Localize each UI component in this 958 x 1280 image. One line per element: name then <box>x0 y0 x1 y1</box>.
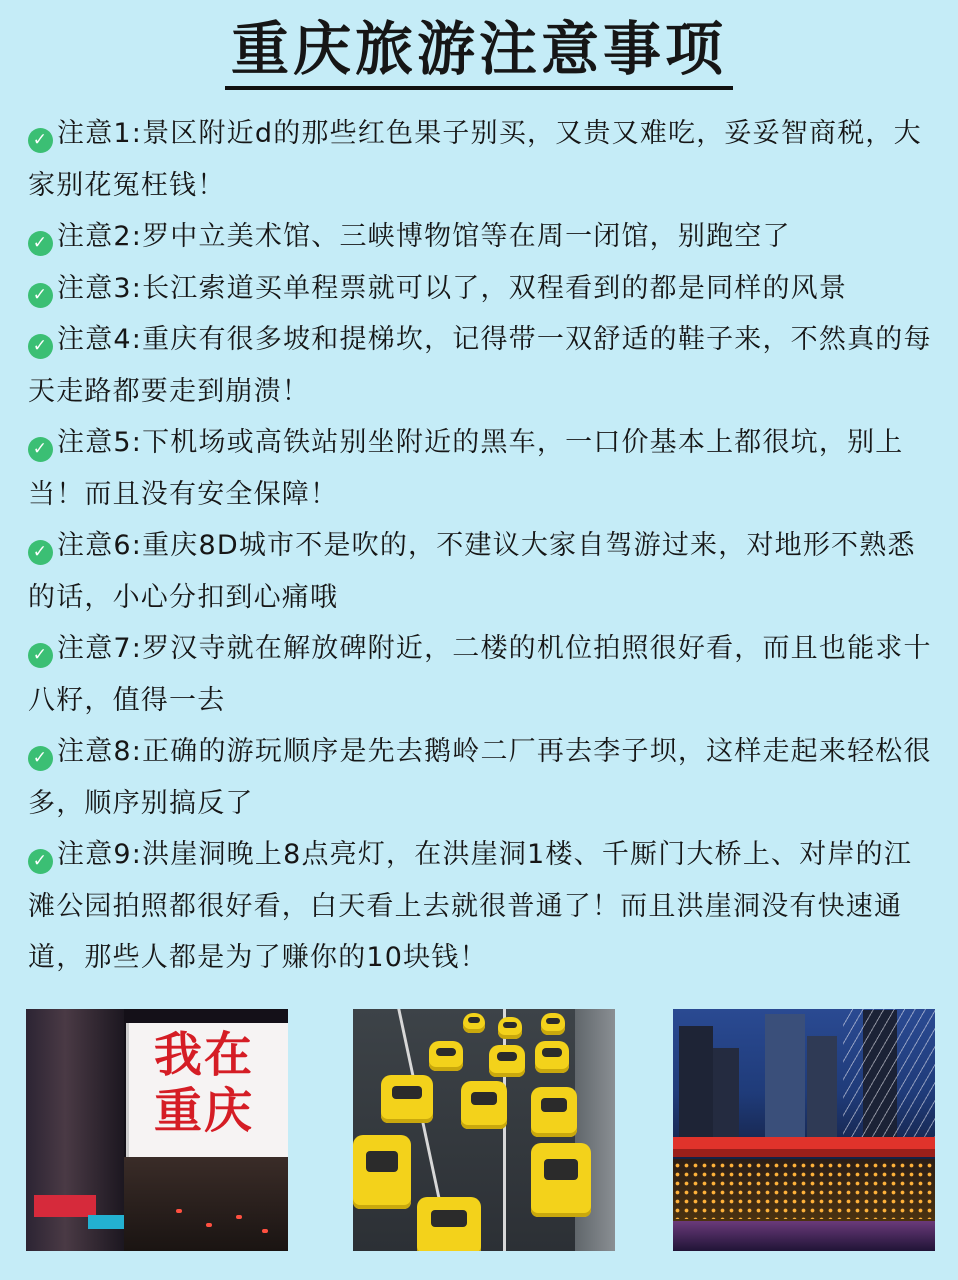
taxi <box>417 1197 481 1251</box>
check-circle-icon: ✓ <box>28 334 53 359</box>
check-circle-icon: ✓ <box>28 746 53 771</box>
skyscraper <box>679 1026 713 1146</box>
note-text: 景区附近d的那些红色果子别买，又贵又难吃，妥妥智商税，大家别花冤枉钱！ <box>28 118 922 201</box>
taxi <box>531 1087 577 1137</box>
taxi <box>463 1013 485 1033</box>
note-text: 正确的游玩顺序是先去鹅岭二厂再去李子坝，这样走起来轻松很多，顺序别搞反了 <box>28 736 932 819</box>
note-label: 注意8: <box>57 736 143 767</box>
bridge-cables <box>843 1009 935 1144</box>
skyscraper <box>765 1014 805 1146</box>
taxi <box>461 1081 507 1129</box>
taxi <box>489 1045 525 1077</box>
note-label: 注意3: <box>57 272 143 304</box>
check-circle-icon: ✓ <box>28 437 53 462</box>
notes-list <box>28 108 940 984</box>
taxi <box>535 1041 569 1073</box>
taxi <box>353 1135 411 1209</box>
note-item <box>28 263 940 315</box>
street <box>124 1157 288 1251</box>
note-item <box>28 623 940 726</box>
skyscraper <box>713 1048 739 1146</box>
car-light <box>262 1229 268 1233</box>
note-text: 罗中立美术馆、三峡博物馆等在周一闭馆，别跑空了 <box>142 221 791 252</box>
taxi <box>498 1017 522 1039</box>
building-lights <box>673 1161 935 1219</box>
note-label: 注意4: <box>57 324 143 355</box>
car-light <box>236 1215 242 1219</box>
check-circle-icon: ✓ <box>28 849 53 874</box>
check-circle-icon: ✓ <box>28 128 53 153</box>
car-light <box>206 1223 212 1227</box>
car-light <box>176 1209 182 1213</box>
taxi <box>531 1143 591 1217</box>
note-text: 长江索道买单程票就可以了，双程看到的都是同样的风景 <box>142 272 848 304</box>
note-text: 罗汉寺就在解放碑附近，二楼的机位拍照很好看，而且也能求十八籽，值得一去 <box>28 633 932 716</box>
note-item <box>28 314 940 417</box>
check-circle-icon: ✓ <box>28 643 53 668</box>
photo-hongyadong <box>673 1009 935 1251</box>
neon-sign <box>88 1215 128 1229</box>
photo-neon-sign <box>26 1009 288 1251</box>
note-label: 注意9: <box>57 839 143 870</box>
note-text: 洪崖洞晚上8点亮灯，在洪崖洞1楼、千厮门大桥上、对岸的江滩公园拍照都很好看，白天看上去就很普通了！而且洪崖洞没有快速通道，那些人都是为了赚你的10块钱！ <box>28 839 913 973</box>
bridge-underside <box>673 1149 935 1157</box>
title-wrap <box>0 14 958 90</box>
note-label: 注意2: <box>57 221 143 252</box>
photo-taxis <box>353 1009 615 1251</box>
note-item <box>28 108 940 211</box>
check-circle-icon: ✓ <box>28 540 53 565</box>
note-label: 注意1: <box>57 118 143 149</box>
billboard-line: 重庆 <box>154 1083 255 1139</box>
note-item <box>28 211 940 263</box>
note-text: 重庆有很多坡和提梯坎，记得带一双舒适的鞋子来，不然真的每天走路都要走到崩溃！ <box>28 324 932 407</box>
check-circle-icon: ✓ <box>28 283 53 308</box>
skyscraper <box>807 1036 837 1146</box>
neon-sign <box>34 1195 96 1217</box>
note-label: 注意7: <box>57 633 143 664</box>
note-label: 注意6: <box>57 530 143 561</box>
page-title: 重庆旅游注意事项 <box>225 14 733 90</box>
note-text: 下机场或高铁站别坐附近的黑车，一口价基本上都很坑，别上当！而且没有安全保障！ <box>28 427 904 510</box>
note-item <box>28 520 940 623</box>
note-item <box>28 417 940 520</box>
taxi <box>381 1075 433 1123</box>
taxi <box>429 1041 463 1071</box>
note-item <box>28 829 940 984</box>
taxi <box>541 1013 565 1035</box>
note-text: 重庆8D城市不是吹的，不建议大家自驾游过来，对地形不熟悉的话，小心分扣到心痛哦 <box>28 530 916 613</box>
river <box>673 1221 935 1251</box>
billboard-text <box>154 1027 254 1139</box>
billboard-line: 我在 <box>154 1027 255 1083</box>
note-label: 注意5: <box>57 427 143 458</box>
note-item <box>28 726 940 829</box>
bridge-deck <box>673 1137 935 1149</box>
check-circle-icon: ✓ <box>28 231 53 256</box>
